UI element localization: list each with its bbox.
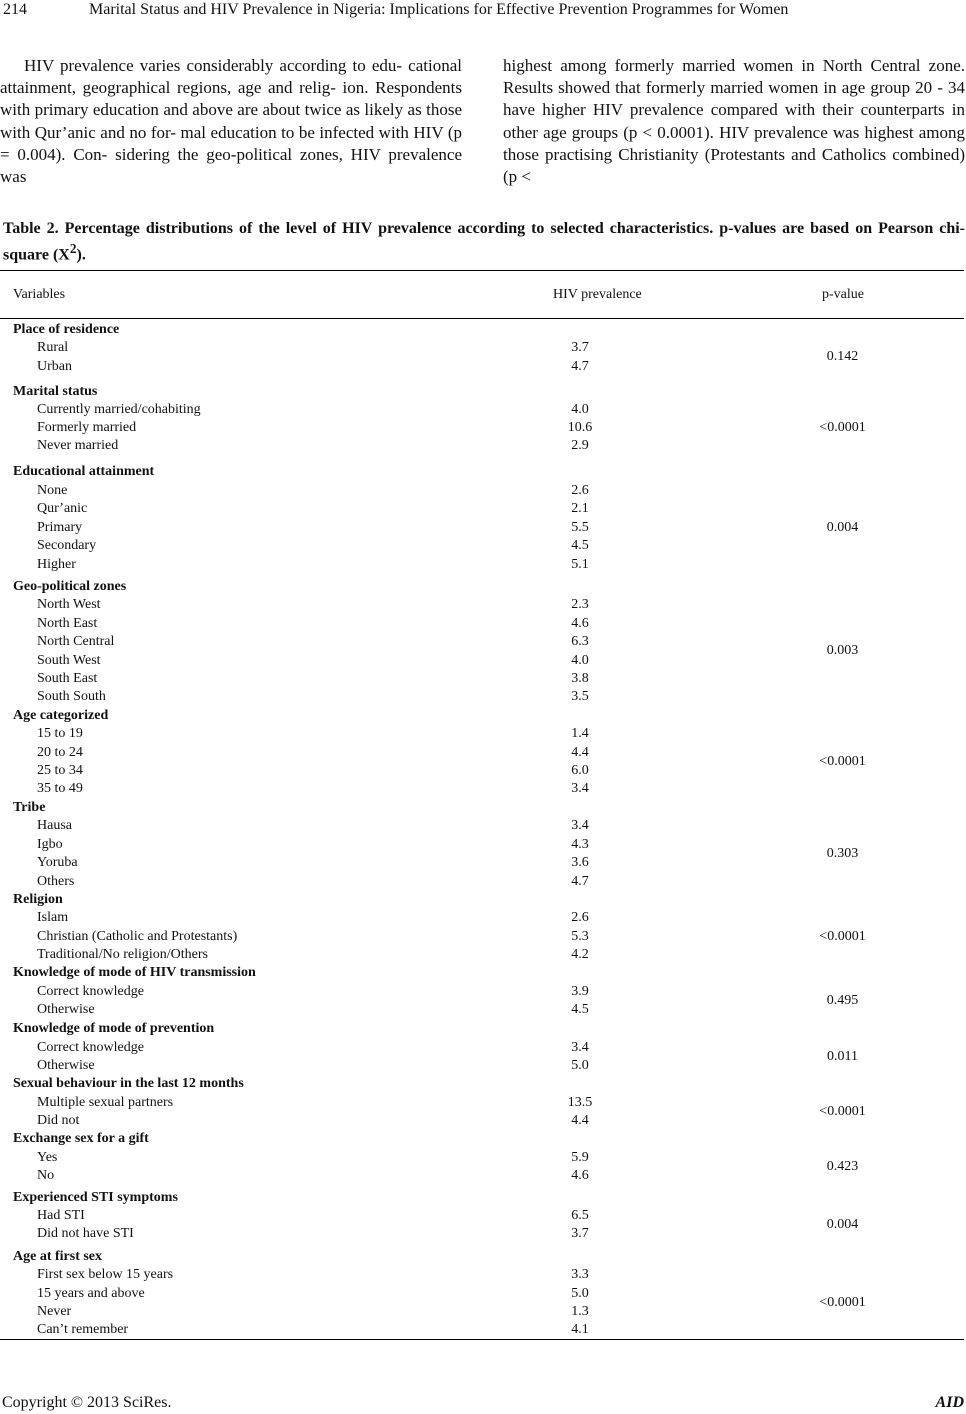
hiv-prevalence-value: 3.5	[571, 689, 589, 705]
group-title: Experienced STI symptoms	[13, 1190, 178, 1205]
row-label: Can’t remember	[37, 1322, 129, 1338]
hiv-prevalence-value: 10.6	[567, 420, 593, 435]
row-label: Otherwise	[37, 1058, 95, 1073]
hiv-prevalence-value: 13.5	[567, 1094, 593, 1110]
table-row	[0, 688, 964, 706]
table-group-heading	[0, 891, 964, 909]
table-row	[0, 780, 964, 798]
group-title: Knowledge of mode of prevention	[13, 1021, 215, 1036]
p-value: 0.303	[826, 846, 859, 861]
header-variables: Variables	[13, 287, 66, 302]
hiv-prevalence-value: 4.6	[571, 1168, 589, 1183]
row-label: Correct knowledge	[37, 983, 144, 999]
caption-end: ).	[76, 246, 86, 264]
hiv-prevalence-value: 6.0	[571, 762, 589, 778]
hiv-prevalence-value: 3.9	[571, 983, 589, 999]
row-label: Had STI	[37, 1208, 85, 1223]
table-group-heading	[0, 383, 964, 401]
table-group-heading	[0, 1130, 964, 1148]
row-label: Qur’anic	[37, 501, 88, 516]
hiv-prevalence-value: 1.3	[571, 1303, 589, 1319]
hiv-prevalence-value: 2.6	[571, 482, 589, 498]
p-value: 0.495	[826, 992, 859, 1008]
group-title: Geo-political zones	[13, 579, 127, 594]
row-label: Otherwise	[37, 1002, 95, 1017]
table-row	[0, 401, 964, 419]
row-label: Primary	[37, 519, 83, 535]
caption-text: Table 2. Percentage distributions of the level of HIV prevalence according to selected characteristics. p-values are based on Pearson chi-square (X	[3, 220, 965, 264]
caption-superscript: 2	[69, 241, 77, 256]
row-label: Urban	[37, 358, 72, 374]
row-label: South East	[37, 671, 98, 686]
table-caption	[3, 219, 965, 265]
row-label: South South	[37, 689, 106, 705]
table-group-heading	[0, 1075, 964, 1093]
group-title: Age categorized	[13, 708, 109, 723]
row-label: Secondary	[37, 538, 97, 553]
body-left-column: HIV prevalence varies considerably according to edu- cational attainment, geographical regions, age and relig- ion. Respondents with primary education and above are about twice as likely as those with Qur’anic and no for- mal education to be infected with HIV (p = 0.004). Con- sidering the geo-political zones, HIV prevalence was	[0, 56, 462, 187]
p-value: 0.003	[826, 643, 859, 659]
hiv-prevalence-value: 5.1	[571, 556, 589, 572]
hiv-prevalence-value: 2.9	[571, 438, 589, 453]
hiv-prevalence-value: 3.3	[571, 1267, 589, 1283]
table-row	[0, 1321, 964, 1339]
row-label: Formerly married	[37, 420, 137, 435]
running-header	[0, 0, 966, 24]
row-label: Hausa	[37, 818, 72, 834]
p-value: <0.0001	[819, 420, 866, 435]
row-label: Yoruba	[37, 855, 78, 871]
page-number: 214	[3, 1, 27, 18]
table-row	[0, 1266, 964, 1284]
row-label: Others	[37, 873, 75, 889]
group-title: Age at first sex	[13, 1249, 103, 1264]
table-row	[0, 817, 964, 835]
hiv-prevalence-value: 2.1	[571, 501, 589, 516]
hiv-prevalence-value: 5.0	[571, 1285, 589, 1301]
row-label: North Central	[37, 634, 115, 650]
hiv-prevalence-value: 3.6	[571, 855, 589, 871]
group-title: Knowledge of mode of HIV transmission	[13, 965, 256, 980]
p-value: 0.423	[826, 1158, 859, 1174]
p-value: <0.0001	[819, 1294, 866, 1310]
row-label: Multiple sexual partners	[37, 1094, 174, 1110]
hiv-prevalence-value: 2.3	[571, 597, 589, 613]
group-title: Exchange sex for a gift	[13, 1131, 149, 1146]
hiv-prevalence-value: 3.7	[571, 340, 589, 356]
running-title: Marital Status and HIV Prevalence in Nigeria: Implications for Effective Prevention Programmes for Women	[89, 1, 789, 18]
table-row	[0, 670, 964, 688]
group-title: Sexual behaviour in the last 12 months	[13, 1076, 244, 1091]
p-value: 0.004	[826, 519, 859, 535]
hiv-prevalence-value: 4.5	[571, 538, 589, 553]
row-label: 35 to 49	[37, 781, 83, 797]
row-label: Never	[37, 1303, 72, 1319]
table-row	[0, 725, 964, 743]
copyright-text: Copyright © 2013 SciRes.	[2, 1394, 172, 1411]
table-header-rule	[0, 318, 964, 319]
table-row	[0, 537, 964, 555]
hiv-prevalence-value: 5.0	[571, 1058, 589, 1073]
hiv-prevalence-value: 4.0	[571, 402, 589, 417]
group-title: Religion	[13, 892, 63, 907]
hiv-prevalence-value: 2.6	[571, 910, 589, 926]
table-group-heading	[0, 964, 964, 982]
row-label: No	[37, 1168, 55, 1183]
table-group-heading	[0, 321, 964, 339]
hiv-prevalence-value: 4.7	[571, 873, 589, 889]
table-row	[0, 500, 964, 518]
hiv-prevalence-value: 4.4	[571, 1113, 589, 1128]
table-row	[0, 482, 964, 500]
body-right-column: highest among formerly married women in North Central zone. Results showed that formerly married women in age group 20 - 34 have higher HIV prevalence compared with their counterparts in other age groups (p < 0.0001). HIV prevalence was highest among those practising Christianity (Protestants and Catholics combined) (p <	[503, 56, 965, 187]
group-title: Place of residence	[13, 322, 120, 337]
p-value: <0.0001	[819, 753, 866, 769]
hiv-prevalence-value: 4.3	[571, 836, 589, 852]
row-label: First sex below 15 years	[37, 1267, 174, 1283]
body-text	[0, 55, 966, 195]
table-row	[0, 437, 964, 455]
group-title: Educational attainment	[13, 464, 155, 479]
journal-abbreviation: AID	[935, 1394, 964, 1411]
table-group-heading	[0, 1189, 964, 1207]
table-row	[0, 615, 964, 633]
hiv-prevalence-value: 5.3	[571, 928, 589, 944]
hiv-prevalence-value: 5.9	[571, 1149, 589, 1165]
row-label: Currently married/cohabiting	[37, 402, 201, 417]
hiv-prevalence-value: 6.5	[571, 1208, 589, 1223]
hiv-prevalence-value: 3.8	[571, 671, 589, 686]
table-row	[0, 946, 964, 964]
row-label: 25 to 34	[37, 762, 83, 778]
p-value: 0.142	[826, 349, 859, 365]
p-value: <0.0001	[819, 1103, 866, 1119]
hiv-prevalence-value: 4.7	[571, 358, 589, 374]
hiv-prevalence-value: 6.3	[571, 634, 589, 650]
table-row	[0, 596, 964, 614]
table-row	[0, 556, 964, 574]
header-p-value: p-value	[822, 287, 864, 302]
p-value: 0.011	[827, 1048, 858, 1064]
row-label: 15 years and above	[37, 1285, 145, 1301]
hiv-prevalence-value: 4.1	[571, 1322, 589, 1338]
table-group-heading	[0, 799, 964, 817]
hiv-prevalence-value: 4.4	[571, 744, 589, 760]
hiv-prevalence-value: 3.4	[571, 1039, 589, 1055]
header-hiv-prevalence: HIV prevalence	[553, 287, 642, 302]
row-label: Traditional/No religion/Others	[37, 946, 208, 962]
row-label: Christian (Catholic and Protestants)	[37, 928, 238, 944]
hiv-prevalence-table	[0, 270, 966, 1340]
hiv-prevalence-value: 1.4	[571, 726, 589, 742]
table-group-heading	[0, 1248, 964, 1266]
row-label: North West	[37, 597, 101, 613]
row-label: North East	[37, 615, 98, 631]
row-label: None	[37, 482, 68, 498]
row-label: 15 to 19	[37, 726, 83, 742]
table-group-heading	[0, 707, 964, 725]
table-group-heading	[0, 463, 964, 481]
group-title: Marital status	[13, 384, 98, 399]
row-label: Rural	[37, 340, 69, 356]
row-label: Higher	[37, 556, 76, 572]
hiv-prevalence-value: 5.5	[571, 519, 589, 535]
row-label: Yes	[37, 1149, 58, 1165]
table-group-heading	[0, 1020, 964, 1038]
p-value: <0.0001	[819, 928, 866, 944]
row-label: Did not have STI	[37, 1226, 134, 1241]
hiv-prevalence-value: 3.4	[571, 818, 589, 834]
table-group-heading	[0, 578, 964, 596]
hiv-prevalence-value: 4.5	[571, 1002, 589, 1017]
row-label: Igbo	[37, 836, 63, 852]
table-row	[0, 909, 964, 927]
hiv-prevalence-value: 4.6	[571, 615, 589, 631]
table-row	[0, 873, 964, 891]
hiv-prevalence-value: 4.0	[571, 652, 589, 668]
hiv-prevalence-value: 4.2	[571, 946, 589, 962]
row-label: Did not	[37, 1113, 80, 1128]
row-label: 20 to 24	[37, 744, 83, 760]
row-label: Islam	[37, 910, 69, 926]
group-title: Tribe	[13, 800, 46, 815]
p-value: 0.004	[826, 1217, 859, 1232]
hiv-prevalence-value: 3.7	[571, 1226, 589, 1241]
row-label: Never married	[37, 438, 119, 453]
row-label: South West	[37, 652, 101, 668]
row-label: Correct knowledge	[37, 1039, 144, 1055]
table-top-rule	[0, 270, 964, 271]
hiv-prevalence-value: 3.4	[571, 781, 589, 797]
